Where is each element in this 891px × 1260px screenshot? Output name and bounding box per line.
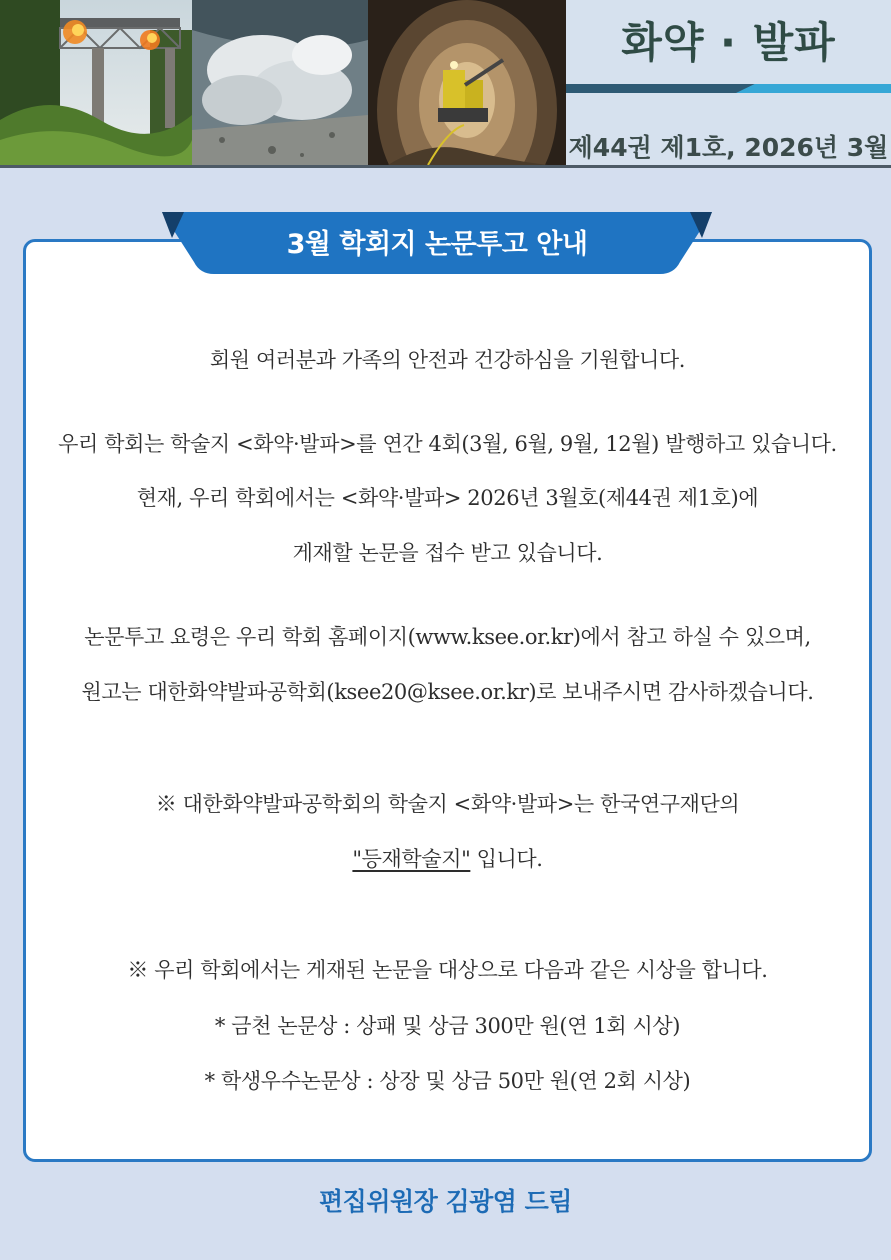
paragraph-line: 논문투고 요령은 우리 학회 홈페이지(www.ksee.or.kr)에서 참고 하실 수 있으며, — [84, 625, 811, 649]
award-intro: ※ 우리 학회에서는 게재된 논문을 대상으로 다음과 같은 시상을 합니다. — [127, 958, 768, 982]
registration-note-line2 — [23, 843, 872, 873]
editor-signature: 편집위원장 김광염 드림 — [319, 1187, 572, 1216]
journal-title: 화약 · 발파 — [621, 18, 836, 67]
blast-debris-photo — [192, 0, 368, 165]
paragraph-line: 현재, 우리 학회에서는 <화약·발파> 2026년 3월호(제44권 제1호)에 — [136, 486, 759, 510]
bridge-demolition-photo — [0, 0, 192, 165]
paragraph-line: 우리 학회는 학술지 <화약·발파>를 연간 4회(3월, 6월, 9월, 12월) 발행하고 있습니다. — [58, 432, 837, 456]
registration-suffix: 입니다. — [470, 847, 543, 871]
award-item: * 학생우수논문상 : 상장 및 상금 50만 원(연 2회 시상) — [204, 1069, 691, 1093]
greeting-text: 회원 여러분과 가족의 안전과 건강하심을 기원합니다. — [209, 348, 686, 372]
award-item: * 금천 논문상 : 상패 및 상금 300만 원(연 1회 시상) — [214, 1014, 681, 1038]
issue-info: 제44권 제1호, 2026년 3월 — [568, 133, 889, 162]
registered-journal-highlight: "등재학술지" — [352, 847, 471, 871]
header-divider — [0, 165, 891, 168]
paragraph-line: 게재할 논문을 접수 받고 있습니다. — [292, 541, 603, 565]
journal-header — [0, 0, 891, 168]
registration-note: ※ 대한화약발파공학회의 학술지 <화약·발파>는 한국연구재단의 — [155, 792, 740, 816]
tunnel-drilling-photo — [368, 0, 566, 165]
notice-title: 3월 학회지 논문투고 안내 — [286, 229, 588, 260]
accent-bar — [566, 84, 891, 93]
notice-title-banner — [162, 212, 712, 276]
paragraph-line: 원고는 대한화약발파공학회(ksee20@ksee.or.kr)로 보내주시면 감사하겠습니다. — [81, 680, 814, 704]
